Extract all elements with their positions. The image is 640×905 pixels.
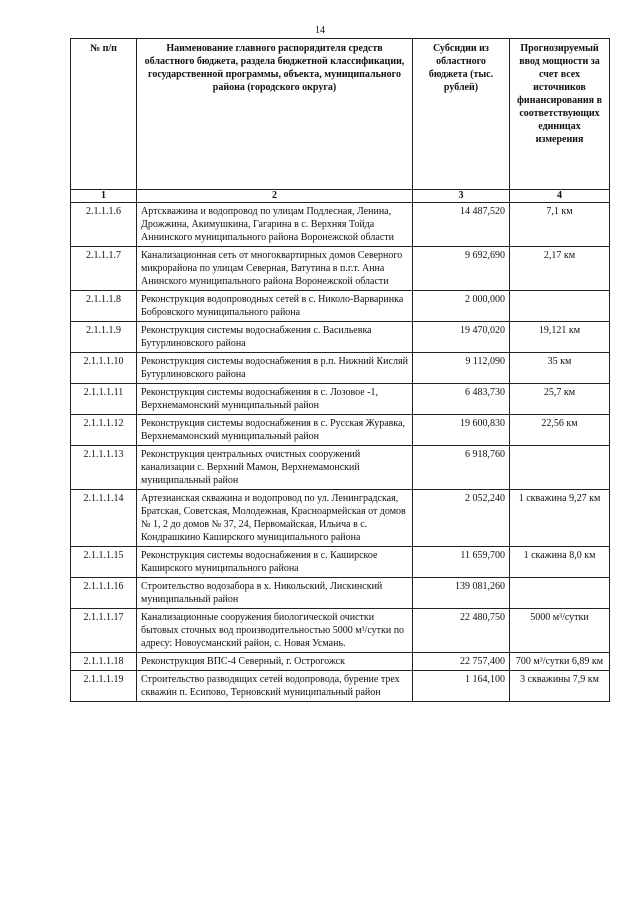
table-row xyxy=(71,490,610,547)
object-name: Реконструкция системы водоснабжения в р.п. Нижний Кисляй Бутурлиновского района xyxy=(137,353,413,384)
capacity-value: 700 м³/сутки 6,89 км xyxy=(510,653,610,671)
subsidy-amount: 22 757,400 xyxy=(413,653,510,671)
subsidy-amount: 14 487,520 xyxy=(413,203,510,247)
table-row xyxy=(71,322,610,353)
budget-table xyxy=(70,38,610,702)
column-number: 4 xyxy=(510,190,610,203)
capacity-value: 2,17 км xyxy=(510,247,610,291)
capacity-value xyxy=(510,446,610,490)
row-number: 2.1.1.1.17 xyxy=(71,609,137,653)
object-name: Строительство водозабора в х. Никольский, Лискинский муниципальный район xyxy=(137,578,413,609)
row-number: 2.1.1.1.15 xyxy=(71,547,137,578)
column-number: 2 xyxy=(137,190,413,203)
subsidy-amount: 6 918,760 xyxy=(413,446,510,490)
object-name: Реконструкция системы водоснабжения в с. Лозовое -1, Верхнемамонский муниципальный район xyxy=(137,384,413,415)
row-number: 2.1.1.1.10 xyxy=(71,353,137,384)
table-row xyxy=(71,353,610,384)
capacity-value: 19,121 км xyxy=(510,322,610,353)
object-name: Строительство разводящих сетей водопровода, бурение трех скважин п. Есипово, Терновский муниципальный район xyxy=(137,671,413,702)
header-name: Наименование главного распорядителя средств областного бюджета, раздела бюджетной классификации, государственной программы, объекта, муниципального района (городского округа) xyxy=(137,39,413,190)
header-row xyxy=(71,39,610,190)
object-name: Реконструкция системы водоснабжения с. Васильевка Бутурлиновского района xyxy=(137,322,413,353)
row-number: 2.1.1.1.14 xyxy=(71,490,137,547)
object-name: Артскважина и водопровод по улицам Подлесная, Ленина, Дрожжина, Акимушкина, Гагарина в с. Верхняя Тойда Аннинского муниципального района Воронежской области xyxy=(137,203,413,247)
capacity-value xyxy=(510,291,610,322)
capacity-value xyxy=(510,578,610,609)
table-row xyxy=(71,653,610,671)
object-name: Реконструкция ВПС-4 Северный, г. Острогожск xyxy=(137,653,413,671)
row-number: 2.1.1.1.7 xyxy=(71,247,137,291)
row-number: 2.1.1.1.16 xyxy=(71,578,137,609)
header-subsidy: Субсидии из областного бюджета (тыс. рублей) xyxy=(413,39,510,190)
subsidy-amount: 6 483,730 xyxy=(413,384,510,415)
row-number: 2.1.1.1.8 xyxy=(71,291,137,322)
object-name: Реконструкция водопроводных сетей в с. Николо-Варваринка Бобровского муниципального района xyxy=(137,291,413,322)
row-number: 2.1.1.1.11 xyxy=(71,384,137,415)
capacity-value: 1 скважина 9,27 км xyxy=(510,490,610,547)
capacity-value: 3 скважины 7,9 км xyxy=(510,671,610,702)
row-number: 2.1.1.1.12 xyxy=(71,415,137,446)
table-row xyxy=(71,609,610,653)
capacity-value: 7,1 км xyxy=(510,203,610,247)
subsidy-amount: 11 659,700 xyxy=(413,547,510,578)
capacity-value: 5000 м³/сутки xyxy=(510,609,610,653)
row-number: 2.1.1.1.19 xyxy=(71,671,137,702)
capacity-value: 25,7 км xyxy=(510,384,610,415)
table-row xyxy=(71,578,610,609)
capacity-value: 1 скажина 8,0 км xyxy=(510,547,610,578)
column-numbering-row xyxy=(71,190,610,203)
row-number: 2.1.1.1.18 xyxy=(71,653,137,671)
subsidy-amount: 2 000,000 xyxy=(413,291,510,322)
table-row xyxy=(71,247,610,291)
subsidy-amount: 9 692,690 xyxy=(413,247,510,291)
table-row xyxy=(71,291,610,322)
row-number: 2.1.1.1.13 xyxy=(71,446,137,490)
table-row xyxy=(71,547,610,578)
column-number: 1 xyxy=(71,190,137,203)
subsidy-amount: 2 052,240 xyxy=(413,490,510,547)
object-name: Реконструкция центральных очистных сооружений канализации с. Верхний Мамон, Верхнемамонский муниципальный район xyxy=(137,446,413,490)
capacity-value: 35 км xyxy=(510,353,610,384)
subsidy-amount: 19 600,830 xyxy=(413,415,510,446)
subsidy-amount: 22 480,750 xyxy=(413,609,510,653)
subsidy-amount: 139 081,260 xyxy=(413,578,510,609)
object-name: Реконструкция системы водоснабжения в с. Русская Журавка, Верхнемамонский муниципальный район xyxy=(137,415,413,446)
table-row xyxy=(71,446,610,490)
table-row xyxy=(71,203,610,247)
header-number: № п/п xyxy=(71,39,137,190)
object-name: Канализационные сооружения биологической очистки бытовых сточных вод производительностью 5000 м³/сутки по адресу: Новоусманский район, с. Новая Усмань. xyxy=(137,609,413,653)
table-row xyxy=(71,671,610,702)
subsidy-amount: 19 470,020 xyxy=(413,322,510,353)
page-number: 14 xyxy=(315,25,325,36)
object-name: Артезианская скважина и водопровод по ул. Ленинградская, Братская, Советская, Молодежная, Красноармейская от домов № 1, 2 до домов № 37, 24, Первомайская, Ильича в с. Кондрашкино Каширского муниципального района xyxy=(137,490,413,547)
object-name: Реконструкция системы водоснабжения в с. Каширское Каширского муниципального района xyxy=(137,547,413,578)
object-name: Канализационная сеть от многоквартирных домов Северного микрорайона по улицам Северная, Ватутина в п.г.т. Анна Анинского муниципального района Воронежской области xyxy=(137,247,413,291)
capacity-value: 22,56 км xyxy=(510,415,610,446)
subsidy-amount: 1 164,100 xyxy=(413,671,510,702)
subsidy-amount: 9 112,090 xyxy=(413,353,510,384)
row-number: 2.1.1.1.9 xyxy=(71,322,137,353)
row-number: 2.1.1.1.6 xyxy=(71,203,137,247)
header-capacity: Прогнозируемый ввод мощности за счет всех источников финансирования в соответствующих единицах измерения xyxy=(510,39,610,190)
table-row xyxy=(71,415,610,446)
column-number: 3 xyxy=(413,190,510,203)
table-row xyxy=(71,384,610,415)
